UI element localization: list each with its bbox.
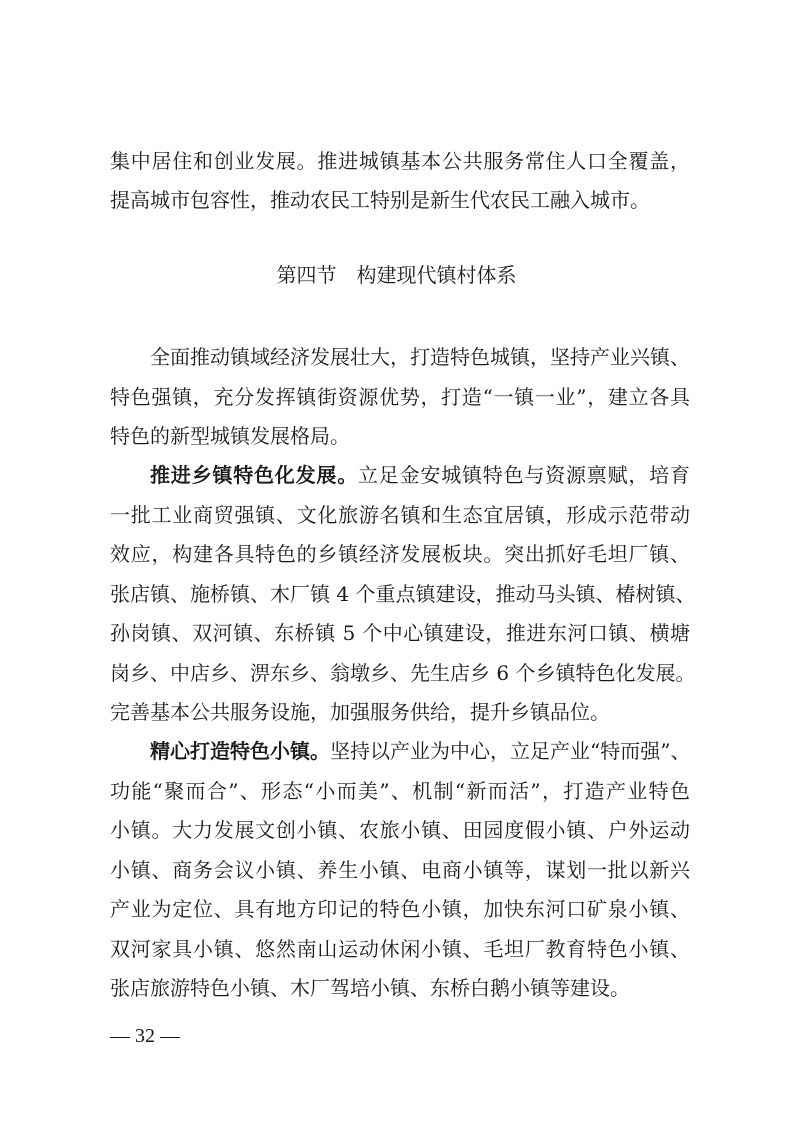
para3-line-1 [150,737,690,765]
para2-line-5: 孙岗镇、双河镇、东桥镇 5 个中心镇建设，推进东河口镇、横塘 [110,621,690,645]
para3-line-4: 小镇、商务会议小镇、养生小镇、电商小镇等，谋划一批以新兴 [110,858,690,882]
para2-lead-heading: 推进乡镇特色化发展。 [150,463,358,487]
para2-line-7: 完善基本公共服务设施，加强服务供给，提升乡镇品位。 [110,700,610,724]
para3-line-2: 功能“聚而合”、形态“小而美”、机制“新而活”，打造产业特色 [110,779,690,803]
para3-line-1-text: 坚持以产业为中心，立足产业“特而强”、 [330,739,691,763]
para2-line-3: 效应，构建各具特色的乡镇经济发展板块。突出抓好毛坦厂镇、 [110,542,690,566]
intro-line-1: 集中居住和创业发展。推进城镇基本公共服务常住人口全覆盖， [110,149,690,173]
section-heading: 第四节 构建现代镇村体系 [276,263,517,287]
para2-line-2: 一批工业商贸强镇、文化旅游名镇和生态宜居镇，形成示范带动 [110,503,690,527]
para1-line-1: 全面推动镇域经济发展壮大，打造特色城镇，坚持产业兴镇、 [150,345,690,369]
para2-line-4: 张店镇、施桥镇、木厂镇 4 个重点镇建设，推动马头镇、椿树镇、 [110,582,696,606]
para3-line-3: 小镇。大力发展文创小镇、农旅小镇、田园度假小镇、户外运动 [110,818,690,842]
para2-line-1 [150,461,690,489]
para3-line-5: 产业为定位、具有地方印记的特色小镇，加快东河口矿泉小镇、 [110,897,690,921]
para1-line-2: 特色强镇，充分发挥镇街资源优势，打造“一镇一业”，建立各具 [110,385,690,409]
para1-line-3: 特色的新型城镇发展格局。 [110,424,350,448]
para3-line-6: 双河家具小镇、悠然南山运动休闲小镇、毛坦厂教育特色小镇、 [110,937,690,961]
para2-line-1-text: 立足金安城镇特色与资源禀赋，培育 [358,463,690,487]
page-number: — 32 — [110,1025,180,1047]
para3-lead-heading: 精心打造特色小镇。 [150,739,330,763]
para2-line-6: 岗乡、中店乡、淠东乡、翁墩乡、先生店乡 6 个乡镇特色化发展。 [110,661,696,685]
intro-line-2: 提高城市包容性，推动农民工特别是新生代农民工融入城市。 [110,188,650,212]
para3-line-7: 张店旅游特色小镇、木厂驾培小镇、东桥白鹅小镇等建设。 [110,976,630,1000]
